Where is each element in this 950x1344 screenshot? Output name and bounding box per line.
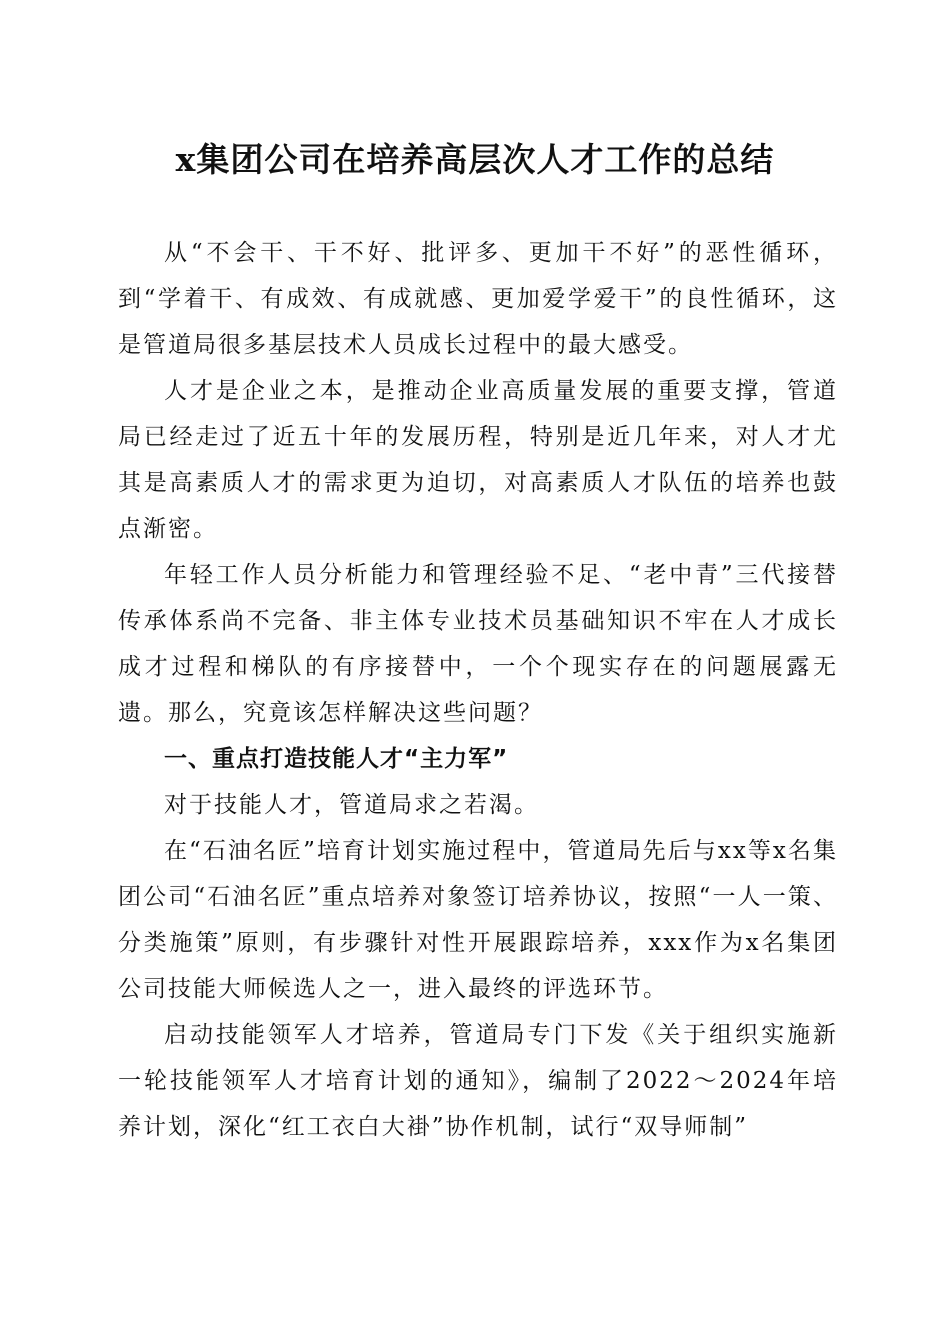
paragraph-leading-talent: 启动技能领军人才培养，管道局专门下发《关于组织实施新一轮技能领军人才培育计划的通知》，编制了2022～2024年培养计划，深化“红工衣白大褂”协作机制，试行“双导师制” xyxy=(118,1022,838,1140)
paragraph-skill-talent: 对于技能人才，管道局求之若渴。 xyxy=(164,792,539,818)
section-heading: 一、重点打造技能人才“主力军” xyxy=(164,746,509,772)
document-body xyxy=(118,230,838,1150)
paragraph-problems: 年轻工作人员分析能力和管理经验不足、“老中青”三代接替传承体系尚不完备、非主体专业技术员基础知识不牢在人才成长成才过程和梯队的有序接替中，一个个现实存在的问题展露无遗。那么，究竟该怎样解决这些问题？ xyxy=(118,562,838,726)
document-title: x集团公司在培养高层次人才工作的总结 xyxy=(175,140,775,179)
paragraph-oil-craftsman: 在“石油名匠”培育计划实施过程中，管道局先后与xx等x名集团公司“石油名匠”重点培养对象签订培养协议，按照“一人一策、分类施策”原则，有步骤针对性开展跟踪培养，xxx作为x名集团公司技能大师候选人之一，进入最终的评选环节。 xyxy=(118,838,838,1002)
paragraph-talent-importance: 人才是企业之本，是推动企业高质量发展的重要支撑，管道局已经走过了近五十年的发展历程，特别是近几年来，对人才尤其是高素质人才的需求更为迫切，对高素质人才队伍的培养也鼓点渐密。 xyxy=(118,378,838,542)
paragraph-intro: 从“不会干、干不好、批评多、更加干不好”的恶性循环，到“学着干、有成效、有成就感、更加爱学爱干”的良性循环，这是管道局很多基层技术人员成长过程中的最大感受。 xyxy=(118,240,838,358)
